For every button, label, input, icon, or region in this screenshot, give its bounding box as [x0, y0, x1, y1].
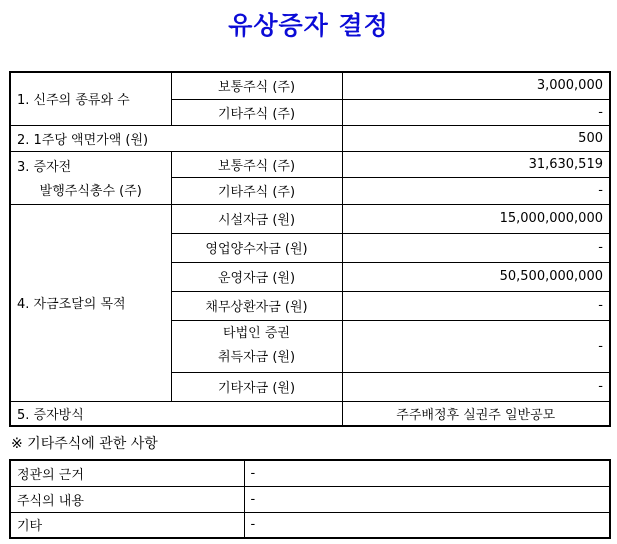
- new-other-shares-value: -: [342, 99, 610, 125]
- shares-before-label-line1: 3. 증자전: [17, 160, 72, 175]
- securities-acquisition-fund-value: -: [342, 320, 610, 372]
- securities-acquisition-fund-label: [171, 320, 342, 372]
- capital-increase-table: [9, 71, 611, 427]
- business-acquisition-fund-label: 영업양수자금 (원): [171, 233, 342, 262]
- other-fund-label: 기타자금 (원): [171, 372, 342, 401]
- operating-fund-value: 50,500,000,000: [342, 262, 610, 291]
- page-title: 유상증자 결정: [228, 11, 389, 40]
- facility-fund-label: 시설자금 (원): [171, 204, 342, 233]
- other-shares-note: ※ 기타주식에 관한 사항: [11, 436, 158, 452]
- business-acquisition-fund-value: -: [342, 233, 610, 262]
- issue-method-value: 주주배정후 실권주 일반공모: [342, 401, 610, 426]
- new-common-shares-value: 3,000,000: [342, 72, 610, 99]
- articles-basis-value: -: [244, 460, 610, 486]
- debt-repayment-fund-label: 채무상환자금 (원): [171, 291, 342, 320]
- par-value-label: 2. 1주당 액면가액 (원): [10, 125, 342, 151]
- before-other-shares-value: -: [342, 177, 610, 204]
- other-shares-table: [9, 459, 611, 539]
- new-common-shares-label: 보통주식 (주): [171, 72, 342, 99]
- securities-acquisition-line1: 타법인 증권: [223, 326, 290, 341]
- operating-fund-label: 운영자금 (원): [171, 262, 342, 291]
- before-common-shares-value: 31,630,519: [342, 151, 610, 177]
- articles-basis-label: 정관의 근거: [10, 460, 244, 486]
- before-other-shares-label: 기타주식 (주): [171, 177, 342, 204]
- other-value: -: [244, 512, 610, 538]
- before-common-shares-label: 보통주식 (주): [171, 151, 342, 177]
- new-other-shares-label: 기타주식 (주): [171, 99, 342, 125]
- share-content-value: -: [244, 486, 610, 512]
- funding-purpose-label: 4. 자금조달의 목적: [10, 204, 171, 401]
- shares-before-label-line2: 발행주식총수 (주): [39, 184, 142, 199]
- facility-fund-value: 15,000,000,000: [342, 204, 610, 233]
- other-label: 기타: [10, 512, 244, 538]
- share-content-label: 주식의 내용: [10, 486, 244, 512]
- securities-acquisition-line2: 취득자금 (원): [217, 350, 296, 365]
- new-shares-label: 1. 신주의 종류와 수: [10, 72, 171, 125]
- par-value-value: 500: [342, 125, 610, 151]
- debt-repayment-fund-value: -: [342, 291, 610, 320]
- issue-method-label: 5. 증자방식: [10, 401, 342, 426]
- other-fund-value: -: [342, 372, 610, 401]
- shares-before-label: [10, 151, 171, 204]
